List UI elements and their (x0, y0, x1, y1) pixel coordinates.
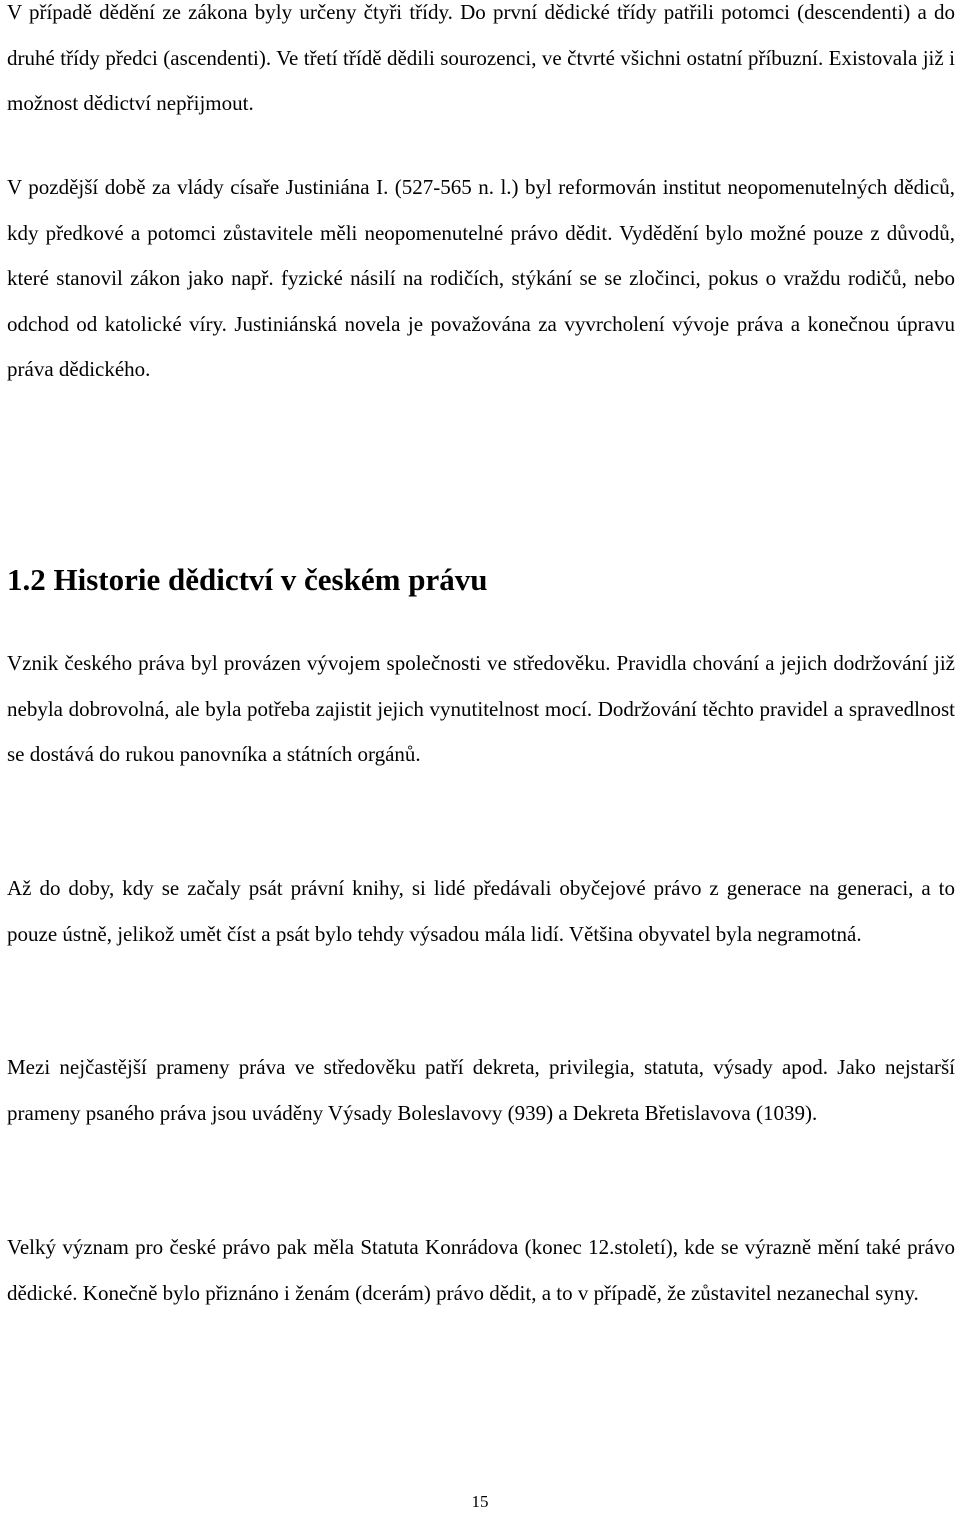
section-heading: 1.2 Historie dědictví v českém právu (7, 562, 488, 597)
paragraph-czech-law-origin: Vznik českého práva byl provázen vývojem společnosti ve středověku. Pravidla chování a jejich dodržování již nebyla dobrovolná, ale byla potřeba zajistit jejich vynutitelnost mocí. Dodržování těchto pravidel a spravedlnost se dostává do rukou panovníka a státních orgánů. (7, 651, 955, 766)
paragraph-konrad-statutes: Velký význam pro české právo pak měla Statuta Konrádova (konec 12.století), kde se výrazně mění také právo dědické. Konečně bylo přiznáno i ženám (dcerám) právo dědit, a to v případě, že zůstavitel nezanechal syny. (7, 1235, 955, 1305)
paragraph-legal-sources: Mezi nejčastější prameny práva ve středověku patří dekreta, privilegia, statuta, výsady apod. Jako nejstarší prameny psaného práva jsou uváděny Výsady Boleslavovy (939) a Dekreta Břetislavova (1039). (7, 1055, 955, 1125)
paragraph-justinian-reform: V pozdější době za vlády císaře Justiniána I. (527-565 n. l.) byl reformován institut neopomenutelných dědiců, kdy předkové a potomci zůstavitele měli neopomenutelné právo dědit. Vydědění bylo možné pouze z důvodů, které stanovil zákon jako např. fyzické násilí na rodičích, stýkání se se zločinci, pokus o vraždu rodičů, nebo odchod od katolické víry. Justiniánská novela je považována za vyvrcholení vývoje práva a konečnou úpravu práva dědického. (7, 175, 955, 381)
paragraph-inheritance-classes: V případě dědění ze zákona byly určeny čtyři třídy. Do první dědické třídy patřili potomci (descendenti) a do druhé třídy předci (ascendenti). Ve třetí třídě dědili sourozenci, ve čtvrté všichni ostatní příbuzní. Existovala již i možnost dědictví nepřijmout. (7, 0, 955, 115)
paragraph-oral-tradition: Až do doby, kdy se začaly psát právní knihy, si lidé předávali obyčejové právo z generace na generaci, a to pouze ústně, jelikož umět číst a psát bylo tehdy výsadou mála lidí. Většina obyvatel byla negramotná. (7, 876, 955, 946)
page-number: 15 (471, 1492, 489, 1511)
